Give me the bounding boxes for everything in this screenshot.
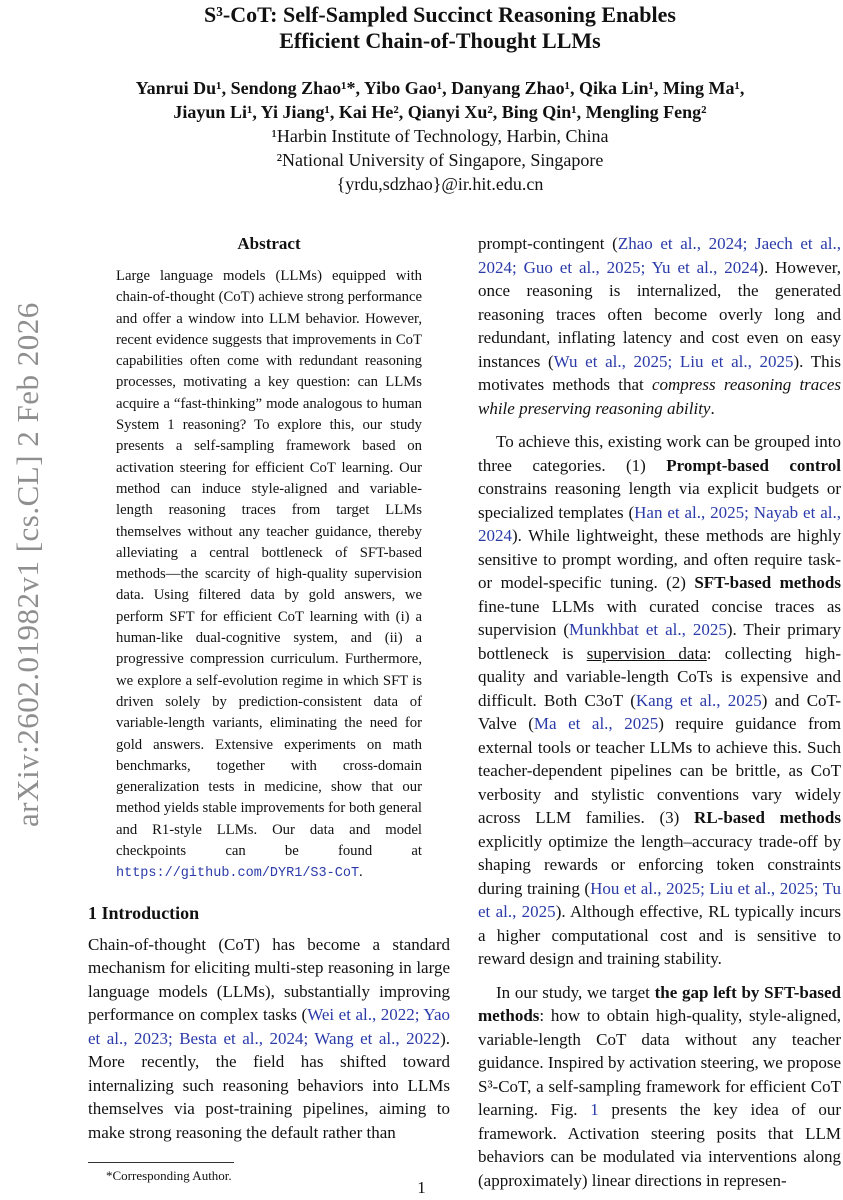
emphasis-text: compress reasoning traces while preserving reasoning ability (478, 375, 842, 418)
footnote-corresponding-author: *Corresponding Author. (106, 1168, 232, 1184)
intro-text-a: Chain-of-thought (CoT) has become a standard mechanism for eliciting multi-step reasoning in large language models (LLMs), substantially improving performance on complex tasks ( (88, 934, 450, 1025)
intro-paragraph-1 (88, 933, 450, 1145)
authors-line-1: Yanrui Du¹, Sendong Zhao¹*, Yibo Gao¹, Danyang Zhao¹, Qika Lin¹, Ming Ma¹, (135, 78, 745, 98)
bold-phrase-gap: the gap left by SFT-based methods (478, 982, 841, 1025)
page-number: 1 (417, 1178, 426, 1197)
text-span: explicitly optimize the length–accuracy trade-off by shaping rewards or enforcing token constraints during training ( (478, 831, 841, 898)
paper-title (60, 2, 820, 54)
text-span: To achieve this, existing work can be grouped into three categories. (1) (478, 432, 841, 475)
right-paragraph-2 (478, 430, 841, 971)
abstract-heading: Abstract (237, 234, 301, 253)
text-span: ). This motivates methods that (478, 351, 841, 394)
footnote-divider (88, 1162, 234, 1163)
text-span: . (710, 398, 715, 418)
text-span: ). While lightweight, these methods are highly sensitive to prompt wording, and often require task- or model-specific tuning. (2) (478, 526, 841, 592)
title-line-1: S³-CoT: Self-Sampled Succinct Reasoning Enables (204, 2, 676, 27)
citation-link[interactable]: Wei et al., 2022; Yao et al., 2023; Besta et al., 2024; Wang et al., 2022 (88, 1005, 451, 1048)
citation-link[interactable]: Kang et al., 2025 (635, 690, 762, 710)
right-column (478, 232, 841, 1192)
text-span: fine-tune LLMs with curated concise traces as supervision ( (478, 596, 841, 639)
citation-link[interactable]: Munkhbat et al., 2025 (569, 620, 727, 639)
right-paragraph-3 (478, 981, 841, 1193)
bold-term-prompt-based: Prompt-based control (666, 455, 841, 475)
text-span: constrains reasoning length via explicit budgets or specialized templates ( (478, 479, 841, 522)
author-list (60, 76, 820, 124)
bold-term-rl-based: RL-based methods (694, 808, 841, 827)
affiliation-2: ²National University of Singapore, Singapore (276, 150, 604, 170)
text-span: ). Although effective, RL typically incurs a higher computational cost and is sensitive to reward design and training stability. (478, 902, 841, 968)
right-paragraph-1 (478, 232, 841, 420)
abstract-end: . (359, 864, 363, 881)
text-span: : how to obtain high-quality, style-aligned, variable-length CoT data without any teacher guidance. Inspired by activation steering, we propose S³-CoT, a self-sampling framework for efficient CoT learning. Fig. (478, 1006, 841, 1119)
citation-link[interactable]: Hou et al., 2025; Liu et al., 2025; Tu et al., 2025 (478, 878, 841, 921)
text-span: In our study, we target (496, 982, 655, 1002)
figure-reference-link[interactable]: 1 (590, 1100, 599, 1119)
paper-header (60, 0, 820, 196)
contact-email: {yrdu,sdzhao}@ir.hit.edu.cn (336, 174, 544, 194)
text-span: prompt-contingent ( (478, 234, 618, 253)
arxiv-identifier: arXiv:2602.01982v1 [cs.CL] 2 Feb 2026 (10, 302, 45, 828)
affiliation-1: ¹Harbin Institute of Technology, Harbin, China (271, 126, 609, 146)
abstract-text: Large language models (LLMs) equipped with chain-of-thought (CoT) achieve strong performance and offer a window into LLM behavior. However, recent evidence suggests that improvements in CoT capabilities often come with redundant reasoning processes, motivating a key question: can LLMs acquire a “fast-thinking” mode analogous to human System 1 reasoning? To explore this, our study presents a self-sampling framework based on activation steering for efficient CoT learning. Our method can induce style-aligned and variable-length reasoning traces from target LLMs themselves without any teacher guidance, thereby alleviating a central bottleneck of SFT-based methods—the scarcity of high-quality supervision data. Using filtered data by gold answers, we perform SFT for efficient CoT learning with (i) a human-like dual-cognitive system, and (ii) a progressive compression curriculum. Furthermore, we explore a self-evolution regime in which SFT is driven solely by prediction-consistent data of variable-length variants, eliminating the need for gold answers. Extensive experiments on math benchmarks, together with cross-domain generalization tests in medicine, show that our method yields stable improvements for both general and R1-style LLMs. Our data and model checkpoints can be found at (116, 268, 422, 860)
bold-term-sft-based: SFT-based methods (694, 573, 841, 592)
text-span: ). However, once reasoning is internalized, the generated reasoning traces often become overly long and redundant, inflating latency and cost even on easy instances ( (478, 257, 841, 371)
text-span: ). Their primary bottleneck is (478, 620, 842, 663)
text-span: ) require guidance from external tools or teacher LLMs to achieve this. Such teacher-dependent pipelines can be brittle, as CoT verbosity and stylistic conventions vary widely across LLM families. (3) (478, 714, 841, 827)
citation-link[interactable]: Ma et al., 2025 (533, 714, 659, 733)
intro-text-b: ). More recently, the field has shifted toward internalizing such reasoning behaviors into LLMs themselves via post-training pipelines, aiming to make strong reasoning the default rather than (88, 1028, 450, 1142)
title-line-2: Efficient Chain-of-Thought LLMs (279, 28, 601, 53)
authors-line-2: Jiayun Li¹, Yi Jiang¹, Kai He², Qianyi Xu², Bing Qin¹, Mengling Feng² (173, 102, 707, 122)
citation-link[interactable]: Han et al., 2025; Nayab et al., 2024 (478, 502, 841, 545)
section-heading-introduction: 1 Introduction (88, 902, 200, 923)
citation-link[interactable]: Zhao et al., 2024; Jaech et al., 2024; Guo et al., 2025; Yu et al., 2024 (478, 234, 841, 277)
abstract-body (116, 266, 422, 885)
text-span: ) and CoT-Valve ( (478, 690, 842, 733)
code-repo-link[interactable]: https://github.com/DYR1/S3-CoT (116, 866, 360, 882)
text-span: presents the key idea of our framework. Activation steering posits that LLM behaviors can be modulated via interventions along (approximately) linear directions in represen- (478, 1100, 841, 1190)
left-column (88, 232, 450, 1185)
citation-link[interactable]: Wu et al., 2025; Liu et al., 2025 (553, 351, 794, 371)
underlined-term: supervision data (586, 643, 707, 663)
text-span: : collecting high-quality and variable-length CoTs is expensive and difficult. Both C3oT ( (478, 643, 841, 710)
